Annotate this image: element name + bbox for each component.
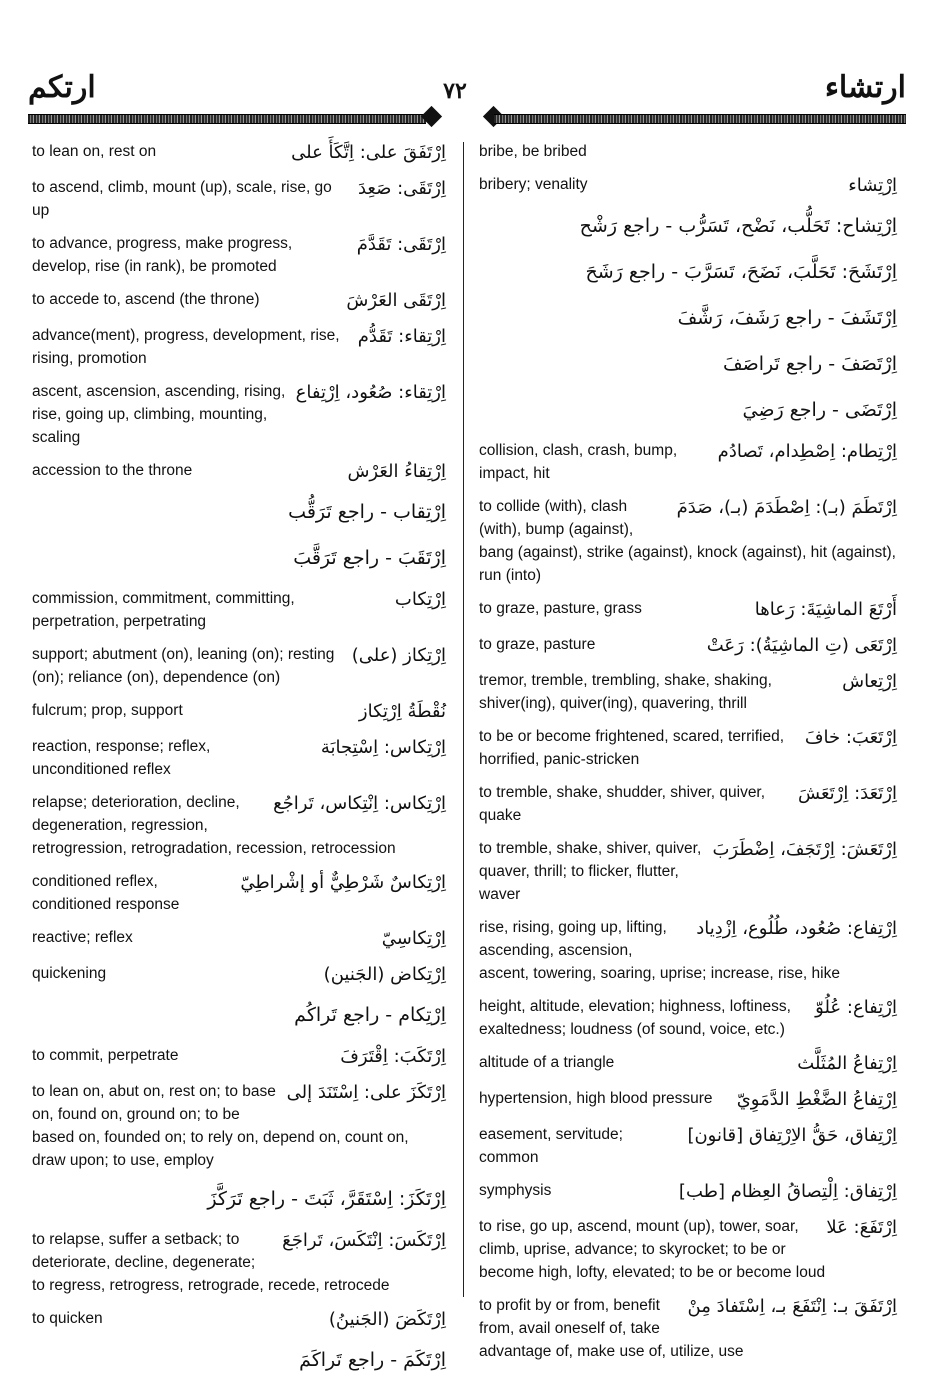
dictionary-entry <box>479 995 897 1041</box>
english-definition: support; abutment (on), leaning (on); resting (on); reliance (on), dependence (on) <box>32 646 335 686</box>
arabic-headword: نُقْطَةُ اِرْتِكاز <box>358 701 446 722</box>
arabic-headword: اِرْتِكاسٌ شَرْطِيٌّ أو إشْراطِيّ <box>240 872 446 893</box>
english-definition: to lean on, rest on <box>32 143 157 160</box>
arabic-headword: اِرْتِكاض (الجَنين) <box>323 964 446 985</box>
arabic-headword: اِرْتَكَضَ (الجَنينُ) <box>328 1309 446 1330</box>
dictionary-entry <box>32 1182 446 1216</box>
dictionary-entry <box>479 597 897 623</box>
arabic-headword: اِرْتَعَشَ: اِرْتَجَفَ، اِضْطَرَبَ <box>712 839 897 860</box>
english-definition: to lean on, abut on, rest on; to base on, found on, ground on; to be based on, founded on; to rely on, depend on, count on, draw upon; to use, employ <box>32 1083 409 1169</box>
dictionary-entry <box>32 699 446 725</box>
dictionary-entry <box>32 870 446 916</box>
arabic-headword: اِرْتَفَقَ على: اِتَّكَأَ على <box>291 142 446 163</box>
english-definition: commission, commitment, committing, perpetration, perpetrating <box>32 590 295 630</box>
arabic-headword: اِرْتِكاس: اِسْتِجابَة <box>320 737 446 758</box>
english-definition: accession to the throne <box>32 462 193 479</box>
english-definition: to tremble, shake, shudder, shiver, quiver, quake <box>479 784 766 824</box>
arabic-headword: اِرْتَكَبَ: اِقْتَرَفَ <box>340 1046 446 1067</box>
arabic-headword: اِرْتِفاع: صُعُود، طُلُوع، اِزْدِياد <box>696 918 897 939</box>
dictionary-entry <box>479 495 897 587</box>
english-definition: hypertension, high blood pressure <box>479 1090 713 1107</box>
arabic-headword: اِرْتَكَزَ على: اِسْتَنَدَ إلى <box>286 1082 446 1103</box>
english-definition: reaction, response; reflex, unconditioned reflex <box>32 738 211 778</box>
english-definition: tremor, tremble, trembling, shake, shaking, shiver(ing), quiver(ing), quavering, thrill <box>479 672 772 712</box>
arabic-headword: أَرْتَعَ الماشِيَةَ: رَعاها <box>754 599 897 620</box>
arabic-headword: اِرْتَعَدَ: اِرْتَعَشَ <box>798 783 897 804</box>
arabic-headword: اِرْتَصَفَ - راجع تَراصَفَ <box>722 353 897 375</box>
right-column <box>479 140 897 1373</box>
english-definition: to rise, go up, ascend, mount (up), tower, soar, climb, uprise, advance; to skyrocket; to be or become high, lofty, elevated; to be or become loud <box>479 1218 826 1281</box>
dictionary-entry <box>479 209 897 243</box>
arabic-headword: اِرْتِكاس: اِنْتِكاس، تَراجُع <box>273 793 446 814</box>
page-header <box>0 0 944 140</box>
dictionary-entry <box>32 1343 446 1377</box>
arabic-headword: اِرْتِفاق، حَقُّ الاِرْتِفاق [قانون] <box>687 1125 897 1146</box>
arabic-headword: اِرْتَفَقَ بـ: اِنْتَفَعَ بـ، اِسْتَفادَ مِنْ <box>687 1296 897 1317</box>
dictionary-entry <box>32 380 446 449</box>
arabic-headword: اِرْتَقَى العَرْشَ <box>346 290 446 311</box>
arabic-headword: اِرْتِقاءُ العَرْش <box>347 461 446 482</box>
dictionary-entry <box>32 541 446 575</box>
arabic-headword: اِرْتَشَفَ - راجع رَشَفَ، رَشَّفَ <box>677 307 897 329</box>
arabic-headword: اِرْتِفاعُ المُثَلَّث <box>797 1053 897 1074</box>
dictionary-entry <box>479 725 897 771</box>
english-definition: advance(ment), progress, development, rise, rising, promotion <box>32 327 340 367</box>
dictionary-entry <box>479 669 897 715</box>
dictionary-entry <box>32 1307 446 1333</box>
english-definition: ascent, ascension, ascending, rising, rise, going up, climbing, mounting, scaling <box>32 383 286 446</box>
dictionary-entry <box>479 173 897 199</box>
english-definition: to tremble, shake, shiver, quiver, quaver, thrill; to flicker, flutter, waver <box>479 840 702 903</box>
english-definition: symphysis <box>479 1182 552 1199</box>
arabic-headword: اِرْتِشاح: تَحَلُّب، نَضْح، تَسَرُّب - راجع رَشْح <box>579 215 897 237</box>
arabic-headword: اِرْتَقَى: صَعِدَ <box>357 178 446 199</box>
dictionary-entry <box>32 324 446 370</box>
english-definition: to advance, progress, make progress, develop, rise (in rank), be promoted <box>32 235 293 275</box>
arabic-headword: اِرْتِكاب <box>394 589 446 610</box>
english-definition: to graze, pasture <box>479 636 596 653</box>
dictionary-entry <box>32 495 446 529</box>
arabic-headword: اِرْتَفَعَ: عَلا <box>826 1217 897 1238</box>
english-definition: rise, rising, going up, lifting, ascending, ascension, ascent, towering, soaring, uprise; increase, rise, hike <box>479 919 840 982</box>
dictionary-entry <box>479 255 897 289</box>
arabic-headword: اِرْتِعاش <box>842 671 897 692</box>
header-rule-right <box>494 114 906 124</box>
guide-word-left: ارتكم <box>28 71 96 104</box>
english-definition: relapse; deterioration, decline, degeneration, regression, retrogression, retrogradation, recession, retrocession <box>32 794 396 857</box>
english-definition: to profit by or from, benefit from, avail oneself of, take advantage of, make use of, utilize, use <box>479 1297 744 1360</box>
english-definition: to accede to, ascend (the throne) <box>32 291 260 308</box>
arabic-headword: اِرْتَقَى: تَقَدَّمَ <box>356 234 446 255</box>
dictionary-entry <box>479 1294 897 1363</box>
dictionary-entry <box>32 791 446 860</box>
dictionary-entry <box>32 962 446 988</box>
dictionary-entry <box>479 1051 897 1077</box>
english-definition: bribery; venality <box>479 176 588 193</box>
dictionary-entry <box>479 439 897 485</box>
dictionary-entry <box>32 459 446 485</box>
dictionary-entry <box>479 393 897 427</box>
page-number: ٧٢ <box>443 78 467 103</box>
dictionary-entry <box>32 232 446 278</box>
dictionary-entry <box>32 1080 446 1172</box>
guide-word-right: ارتشاء <box>824 71 906 104</box>
dictionary-entry <box>32 587 446 633</box>
arabic-headword: اِرْتِقاء: صُعُود، اِرْتِفاع <box>295 382 446 403</box>
arabic-headword: اِرْتِقاب - راجع تَرَقُّب <box>288 501 446 523</box>
dictionary-entry <box>479 1215 897 1284</box>
arabic-headword: اِرْتَقَبَ - راجع تَرَقَّبَ <box>293 547 446 569</box>
header-rule-left <box>28 114 426 124</box>
dictionary-entry <box>479 301 897 335</box>
english-definition: to commit, perpetrate <box>32 1047 179 1064</box>
arabic-headword: اِرْتَضَى - راجع رَضِيَ <box>742 399 897 421</box>
english-definition: conditioned reflex, conditioned response <box>32 873 180 913</box>
arabic-headword: اِرْتِكام - راجع تَراكُم <box>294 1004 446 1026</box>
dictionary-entry <box>32 926 446 952</box>
arabic-headword: اِرْتِفاق: اِلْتِصاقُ العِظام [طب] <box>678 1181 897 1202</box>
english-definition: bribe, be bribed <box>479 143 587 160</box>
dictionary-entry <box>32 1044 446 1070</box>
arabic-headword: اِرْتِكاسِيّ <box>381 928 446 949</box>
english-definition: reactive; reflex <box>32 929 133 946</box>
arabic-headword: اِرْتِفاعُ الضَّغْطِ الدَّمَوِيّ <box>736 1089 897 1110</box>
dictionary-entry <box>479 837 897 906</box>
dictionary-entry <box>479 1123 897 1169</box>
english-definition: to relapse, suffer a setback; to deteriorate, decline, degenerate; to regress, retrogress, retrograde, recede, retrocede <box>32 1231 390 1294</box>
english-definition: to ascend, climb, mount (up), scale, rise, go up <box>32 179 332 219</box>
arabic-headword: اِرْتَعَى (تِ الماشِيَةُ): رَعَتْ <box>706 635 897 656</box>
arabic-headword: اِرْتَكَسَ: اِنْتَكَسَ، تَراجَعَ <box>282 1230 446 1251</box>
dictionary-entry <box>32 140 446 166</box>
dictionary-entry <box>479 140 897 163</box>
arabic-headword: اِرْتِطام: اِصْطِدام، تَصادُم <box>717 441 897 462</box>
dictionary-entry <box>32 288 446 314</box>
english-definition: quickening <box>32 965 107 982</box>
arabic-headword: اِرْتَطَمَ (بـ): اِصْطَدَمَ (بـ)، صَدَمَ <box>676 497 897 518</box>
english-definition: to collide (with), clash (with), bump (against), bang (against), strike (against), knock (against), hit (against), run (into) <box>479 498 896 584</box>
dictionary-entry <box>479 1179 897 1205</box>
english-definition: fulcrum; prop, support <box>32 702 183 719</box>
arabic-headword: اِرْتِقاء: تَقَدُّم <box>357 326 446 347</box>
arabic-headword: اِرْتَكَمَ - راجع تَراكَمَ <box>299 1349 446 1371</box>
arabic-headword: اِرْتِكاز (على) <box>351 645 446 666</box>
dictionary-entry <box>32 176 446 222</box>
arabic-headword: اِرْتَعَبَ: خافَ <box>804 727 897 748</box>
dictionary-entry <box>479 633 897 659</box>
dictionary-entry <box>479 916 897 985</box>
english-definition: height, altitude, elevation; highness, loftiness, exaltedness; loudness (of sound, voice, etc.) <box>479 998 791 1038</box>
english-definition: to graze, pasture, grass <box>479 600 642 617</box>
dictionary-entry <box>32 735 446 781</box>
column-divider <box>463 142 464 1297</box>
english-definition: easement, servitude; common <box>479 1126 623 1166</box>
arabic-headword: اِرْتِشاء <box>848 175 897 196</box>
arabic-headword: اِرْتِفاع: عُلُوّ <box>815 997 897 1018</box>
english-definition: altitude of a triangle <box>479 1054 615 1071</box>
dictionary-entry <box>32 998 446 1032</box>
arabic-headword: اِرْتَشَحَ: تَحَلَّبَ، نَضَحَ، تَسَرَّبَ - راجع رَشَحَ <box>585 261 897 283</box>
dictionary-entry <box>32 1228 446 1297</box>
dictionary-entry <box>479 781 897 827</box>
dictionary-entry <box>479 1087 897 1113</box>
english-definition: to be or become frightened, scared, terrified, horrified, panic-stricken <box>479 728 784 768</box>
arabic-headword: اِرْتَكَزَ: اِسْتَقَرَّ، ثَبَتَ - راجع تَرَكَّزَ <box>207 1188 446 1210</box>
english-definition: to quicken <box>32 1310 103 1327</box>
left-column <box>32 140 446 1389</box>
dictionary-entry <box>32 643 446 689</box>
dictionary-entry <box>479 347 897 381</box>
english-definition: collision, clash, crash, bump, impact, hit <box>479 442 678 482</box>
